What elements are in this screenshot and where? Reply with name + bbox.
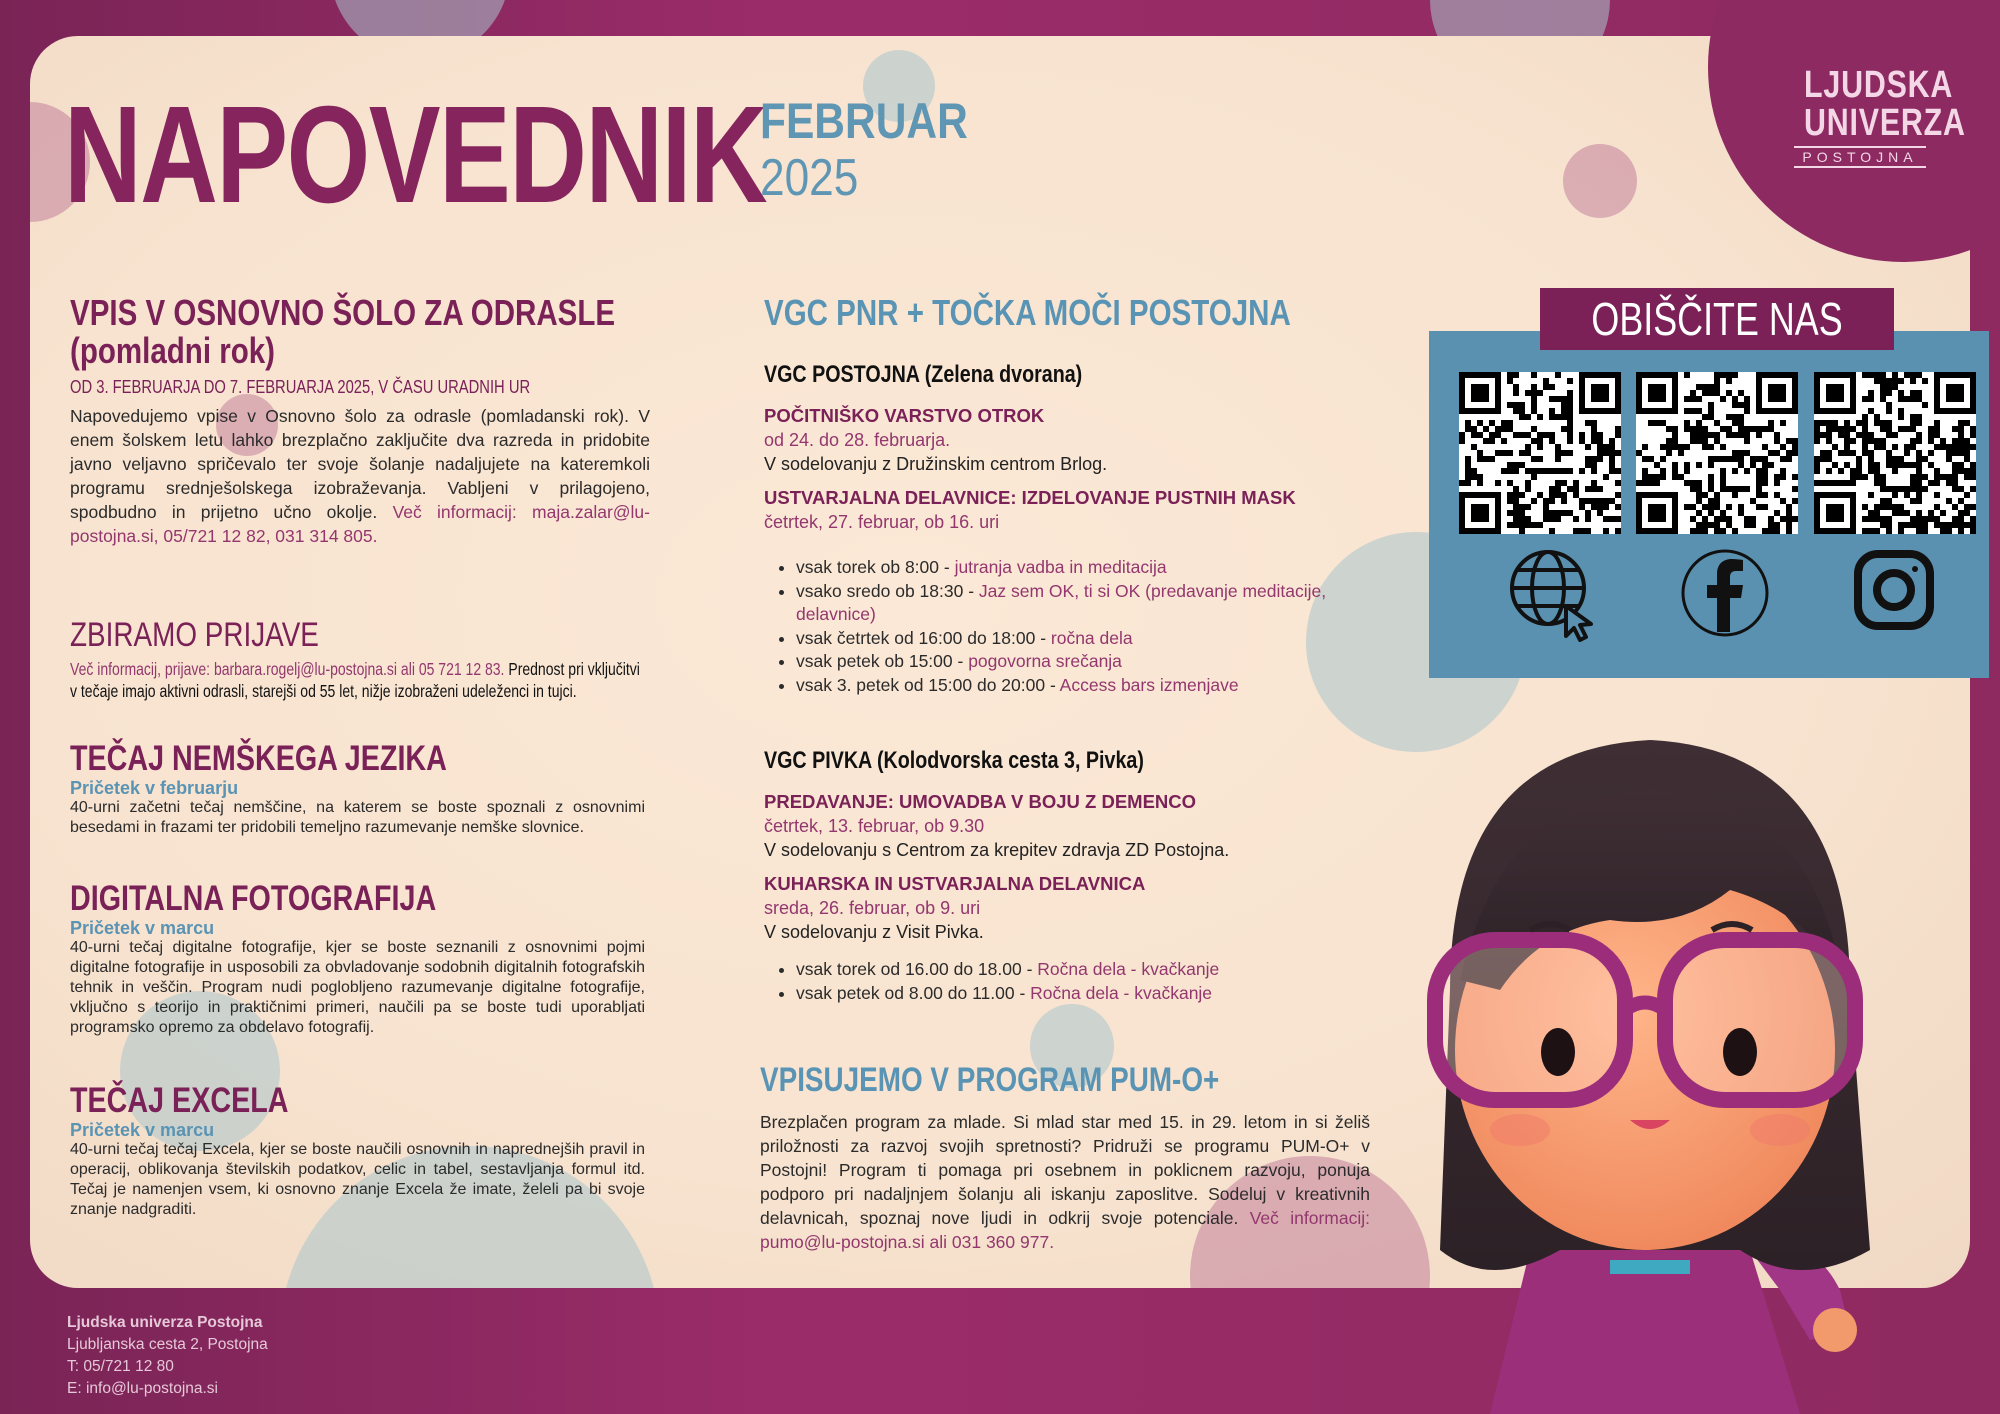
- pum-body: Brezplačen program za mlade. Si mlad star med 15. in 29. letom in si želiš priložnosti za razvoj svojih spretnosti? Pridruži se programu PUM-O+ v Postojni! Program ti pomaga pri osebnem in poklicnem razvoju, ponuja podporo pri nadaljnjem šolanju ali iskanju zaposlitve. Sodeluj v kreativnih delavnicah, spoznaj nove ljudi in odkrij svoje potenciale.: [760, 1112, 1370, 1228]
- event-text: V sodelovanju s Centrom za krepitev zdravja ZD Postojna.: [764, 840, 1230, 860]
- event: [764, 486, 1384, 534]
- schedule-what: jutranja vadba in meditacija: [954, 557, 1167, 577]
- vpis-subtitle: (pomladni rok): [70, 330, 275, 371]
- course-text: 40-urni tečaj tečaj Excela, kjer se boste naučili osnovnih in naprednejših pravil in operacij, oblikovanja številskih podatkov, celic in tabel, sestavljanja formul itd. Tečaj je namenjen vsem, ki osnovno znanje Excela že imate, želeli pa bi svoje znanje nadgraditi.: [70, 1141, 645, 1218]
- qr-code-web[interactable]: [1459, 372, 1621, 534]
- schedule-when: vsak petek od 8.00 do 11.00 -: [796, 982, 1031, 1003]
- course-excel: [70, 1082, 645, 1220]
- schedule-when: vsak torek od 16.00 do 18.00 -: [796, 959, 1038, 979]
- schedule-list: [764, 556, 1336, 697]
- vpis-contact-link[interactable]: Več informacij: maja.zalar@lu-postojna.si, 05/721 12 82, 031 314 805.: [70, 502, 650, 546]
- event: [764, 872, 1384, 944]
- schedule-what: Access bars izmenjave: [1059, 674, 1239, 695]
- schedule-list: [764, 958, 1384, 1005]
- list-item: [796, 580, 1336, 627]
- footer-phone: T: 05/721 12 80: [67, 1358, 174, 1375]
- decor-bubble: [1563, 144, 1637, 218]
- year-label: 2025: [760, 149, 859, 207]
- month-label: FEBRUAR: [760, 93, 968, 149]
- section-pum: [760, 1060, 1370, 1254]
- instagram-icon[interactable]: [1852, 548, 1936, 632]
- event-text: V sodelovanju z Visit Pivka.: [764, 922, 984, 942]
- vpis-date: OD 3. FEBRUARJA DO 7. FEBRUARJA 2025, V ČASU URADNIH UR: [70, 377, 531, 397]
- pum-contact-link[interactable]: Več informacij: pumo@lu-postojna.si ali 031 360 977.: [760, 1208, 1370, 1252]
- course-title: DIGITALNA FOTOGRAFIJA: [70, 879, 437, 918]
- vgc-pivka-title: VGC PIVKA (Kolodvorska cesta 3, Pivka): [764, 747, 1144, 774]
- web-icon[interactable]: [1506, 546, 1602, 642]
- page-title: NAPOVEDNIK: [64, 78, 767, 232]
- zbiramo-contact-link[interactable]: Več informacij, prijave: barbara.rogelj@lu-postojna.si ali 05 721 12 83.: [70, 659, 505, 679]
- schedule-what: Jaz sem OK, ti si OK (predavanje meditacije, delavnice): [796, 580, 1327, 624]
- event-date: od 24. do 28. februarja.: [764, 430, 951, 450]
- list-item: [796, 556, 1336, 580]
- course-title: TEČAJ NEMŠKEGA JEZIKA: [70, 739, 447, 778]
- event-title: KUHARSKA IN USTVARJALNA DELAVNICA: [764, 873, 1146, 894]
- event-title: POČITNIŠKO VARSTVO OTROK: [764, 405, 1045, 426]
- list-item: [796, 627, 1336, 651]
- schedule-what: Ročna dela - kvačkanje: [1037, 959, 1220, 979]
- event-title: USTVARJALNA DELAVNICE: IZDELOVANJE PUSTNIH MASK: [764, 487, 1296, 508]
- vgc-title: VGC PNR + TOČKA MOČI POSTOJNA: [764, 292, 1291, 333]
- schedule-when: vsak petek ob 15:00 -: [796, 651, 969, 671]
- section-zbiramo: [70, 616, 650, 702]
- course-start: Pričetek v februarju: [70, 778, 239, 798]
- schedule-when: vsak torek ob 8:00 -: [796, 557, 955, 577]
- section-vgc-pivka: [764, 746, 1384, 1005]
- event-date: sreda, 26. februar, ob 9. uri: [764, 898, 981, 918]
- logo-line-1: LJUDSKA: [1804, 64, 1954, 106]
- schedule-what: Ročna dela - kvačkanje: [1030, 982, 1213, 1003]
- list-item: [796, 674, 1336, 698]
- schedule-what: pogovorna srečanja: [968, 651, 1122, 671]
- list-item: [796, 982, 1384, 1006]
- cartoon-girl-illustration: [1380, 690, 1900, 1414]
- footer-name: Ljudska univerza Postojna: [67, 1314, 263, 1331]
- event-text: V sodelovanju z Družinskim centrom Brlog.: [764, 454, 1108, 474]
- course-text: 40-urni tečaj digitalne fotografije, kjer se boste seznanili z osnovnimi pojmi digitalne fotografije in usposobili za obvladovanje sodobnih digitalnih fotografskih tehnik in veščin. Program nudi poglobljeno razumevanje digitalne fotografije, vključno s teorijo in praktičnimi primeri, naučili pa se boste tudi uporabljati programsko opremo za obdelavo fotografij.: [70, 939, 645, 1036]
- section-vgc-postojna: [764, 360, 1384, 697]
- course-german: [70, 740, 645, 838]
- course-title: TEČAJ EXCELA: [70, 1081, 289, 1120]
- schedule-when: vsako sredo ob 18:30 -: [796, 580, 979, 601]
- pum-text: [760, 1110, 1370, 1254]
- course-photography: [70, 880, 645, 1038]
- footer: [67, 1312, 268, 1400]
- social-panel-title: [1540, 288, 1894, 350]
- event-date: četrtek, 27. februar, ob 16. uri: [764, 512, 1000, 532]
- footer-address: Ljubljanska cesta 2, Postojna: [67, 1336, 268, 1353]
- vgc-postojna-title: VGC POSTOJNA (Zelena dvorana): [764, 361, 1083, 388]
- list-item: [796, 650, 1336, 674]
- section-vpis: [70, 294, 650, 548]
- zbiramo-body: Prednost pri vključitvi v tečaje imajo aktivni odrasli, starejši od 55 let, nižje izobraženi udeleženci in tujci.: [70, 659, 640, 701]
- logo: [1790, 64, 1966, 168]
- course-text: 40-urni začetni tečaj nemščine, na katerem se boste spoznali z osnovnimi besedami in frazami ter pridobili temeljno razumevanje nemške slovnice.: [70, 799, 645, 836]
- zbiramo-text: [70, 658, 642, 702]
- logo-line-2: UNIVERZA: [1804, 102, 1966, 144]
- course-start: Pričetek v marcu: [70, 1120, 215, 1140]
- pum-title: VPISUJEMO V PROGRAM PUM-O+: [760, 1061, 1220, 1099]
- schedule-when: vsak četrtek od 16:00 do 18:00 -: [796, 627, 1051, 648]
- qr-code-facebook[interactable]: [1636, 372, 1798, 534]
- schedule-when: vsak 3. petek od 15:00 do 20:00 -: [796, 674, 1060, 695]
- social-title-text: OBIŠČITE NAS: [1591, 293, 1843, 345]
- event-title: PREDAVANJE: UMOVADBA V BOJU Z DEMENCO: [764, 791, 1197, 812]
- event: [764, 790, 1384, 862]
- vpis-body: Napovedujemo vpise v Osnovno šolo za odrasle (pomladanski rok). V enem šolskem letu lahko brezplačno zaključite dva razreda in pridobite javno veljavno spričevalo ter svoje šolanje nadaljujete na kateremkoli programu srednješolskega izobraževanja. Vabljeni v prilagojeno, spodbudno in prijetno učno okolje.: [70, 406, 650, 522]
- facebook-icon[interactable]: [1680, 548, 1770, 638]
- qr-code-instagram[interactable]: [1814, 372, 1976, 534]
- course-start: Pričetek v marcu: [70, 918, 215, 938]
- list-item: [796, 958, 1384, 982]
- logo-line-3: POSTOJNA: [1794, 146, 1926, 168]
- zbiramo-title: ZBIRAMO PRIJAVE: [70, 616, 319, 654]
- vpis-text: [70, 404, 650, 548]
- schedule-what: ročna dela: [1050, 627, 1133, 648]
- event: [764, 404, 1384, 476]
- event-date: četrtek, 13. februar, ob 9.30: [764, 816, 985, 836]
- vpis-title: VPIS V OSNOVNO ŠOLO ZA ODRASLE: [70, 292, 616, 333]
- footer-email[interactable]: E: info@lu-postojna.si: [67, 1380, 219, 1397]
